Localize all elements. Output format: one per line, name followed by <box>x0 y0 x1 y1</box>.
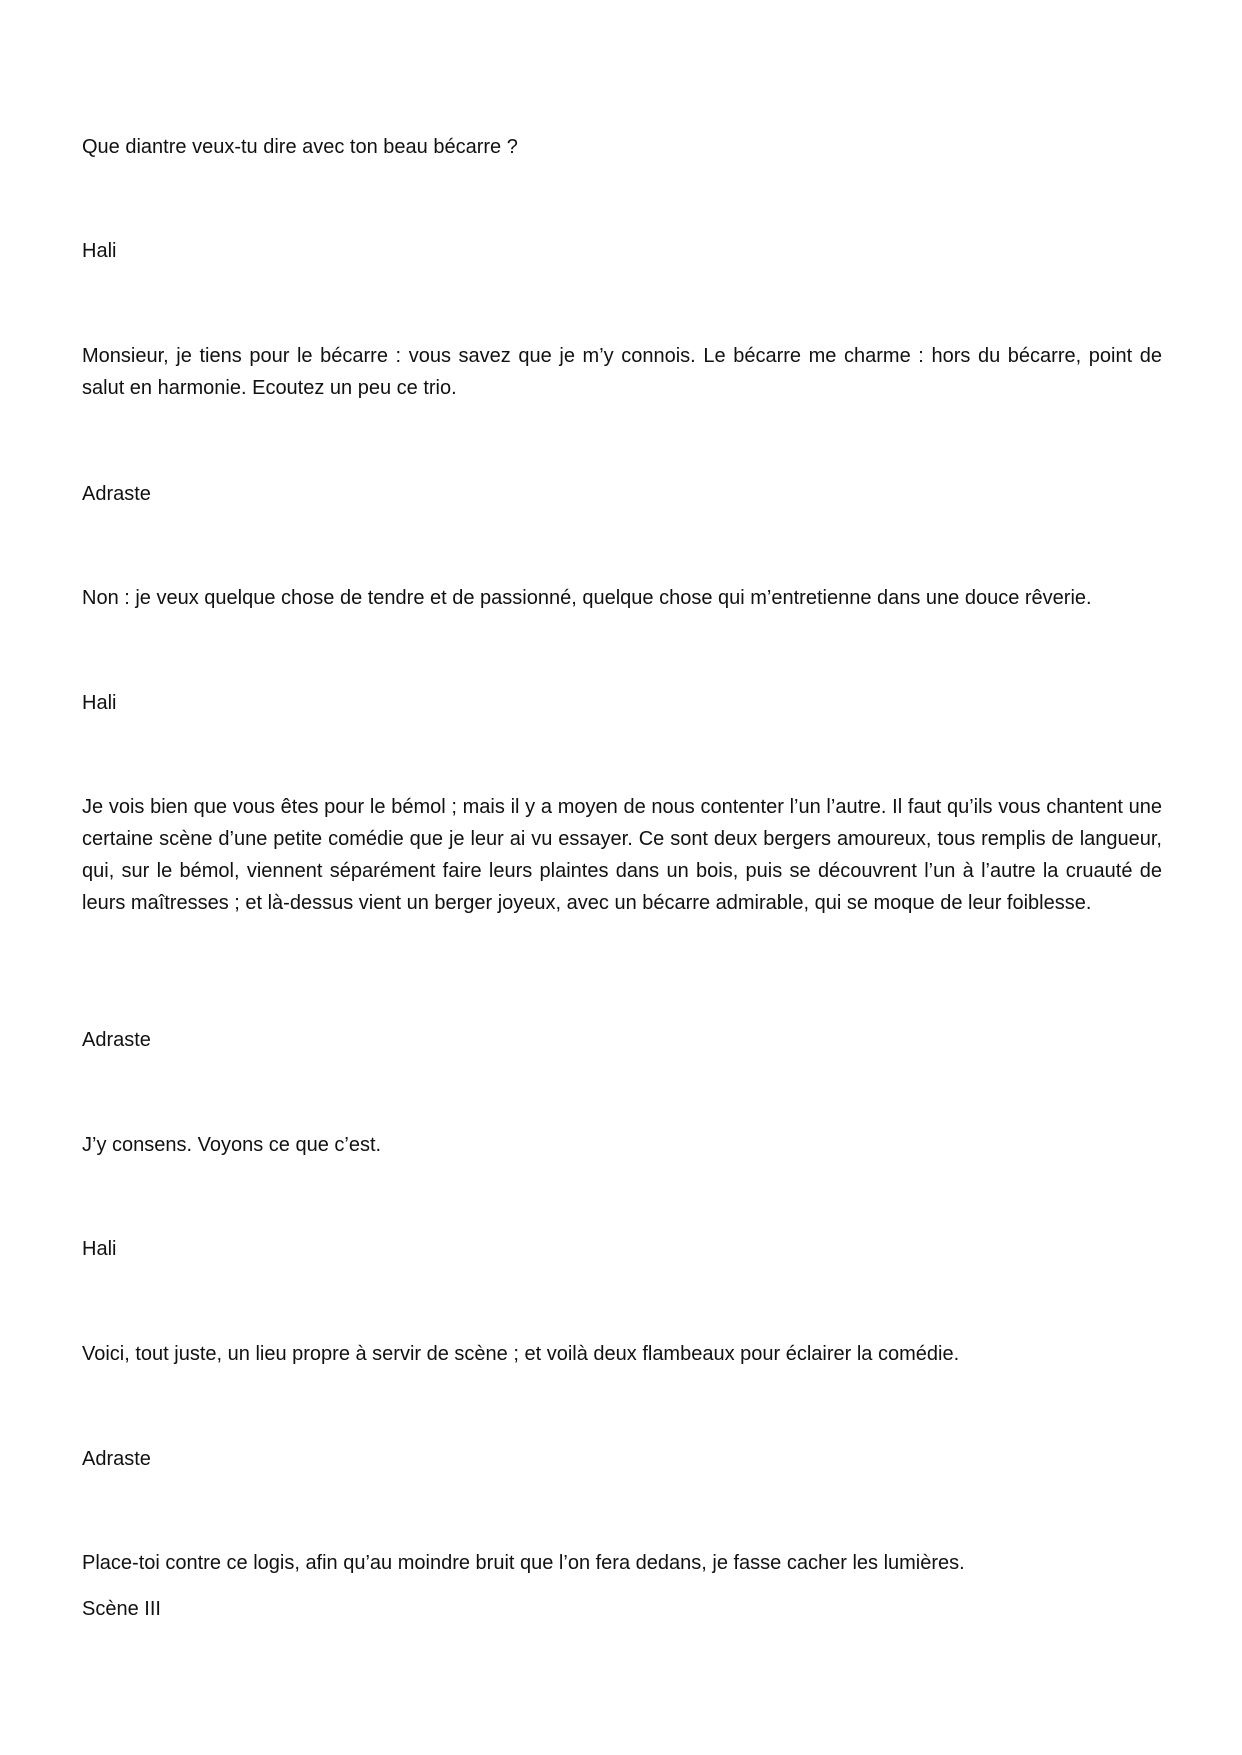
speaker-name: Hali <box>82 240 117 262</box>
dialogue-line: Place-toi contre ce logis, afin qu’au moindre bruit que l’on fera dedans, je fasse cacher les lumières. <box>82 1552 965 1574</box>
dialogue-line: J’y consens. Voyons ce que c’est. <box>82 1134 382 1156</box>
scene-heading: Scène III <box>82 1598 161 1620</box>
speaker-name: Adraste <box>82 483 151 505</box>
speaker-name: Adraste <box>82 1448 151 1470</box>
speaker-name: Adraste <box>82 1029 151 1051</box>
dialogue-line: Voici, tout juste, un lieu propre à servir de scène ; et voilà deux flambeaux pour éclairer la comédie. <box>82 1343 960 1365</box>
dialogue-line: Que diantre veux-tu dire avec ton beau bécarre ? <box>82 136 518 158</box>
dialogue-line: Monsieur, je tiens pour le bécarre : vous savez que je m’y connois. Le bécarre me charme : hors du bécarre, point de salut en harmonie. Ecoutez un peu ce trio. <box>82 345 1162 399</box>
speaker-name: Hali <box>82 692 117 714</box>
dialogue-line: Je vois bien que vous êtes pour le bémol ; mais il y a moyen de nous contenter l’un l’autre. Il faut qu’ils vous chantent une certaine scène d’une petite comédie que je leur ai vu essayer. Ce sont deux bergers amoureux, tous remplis de langueur, qui, sur le bémol, viennent séparément faire leurs plaintes dans un bois, puis se découvrent l’un à l’autre la cruauté de leurs maîtresses ; et là-dessus vient un berger joyeux, avec un bécarre admirable, qui se moque de leur foiblesse. <box>82 796 1162 914</box>
speaker-name: Hali <box>82 1238 117 1260</box>
dialogue-line: Non : je veux quelque chose de tendre et de passionné, quelque chose qui m’entretienne dans une douce rêverie. <box>82 587 1092 609</box>
